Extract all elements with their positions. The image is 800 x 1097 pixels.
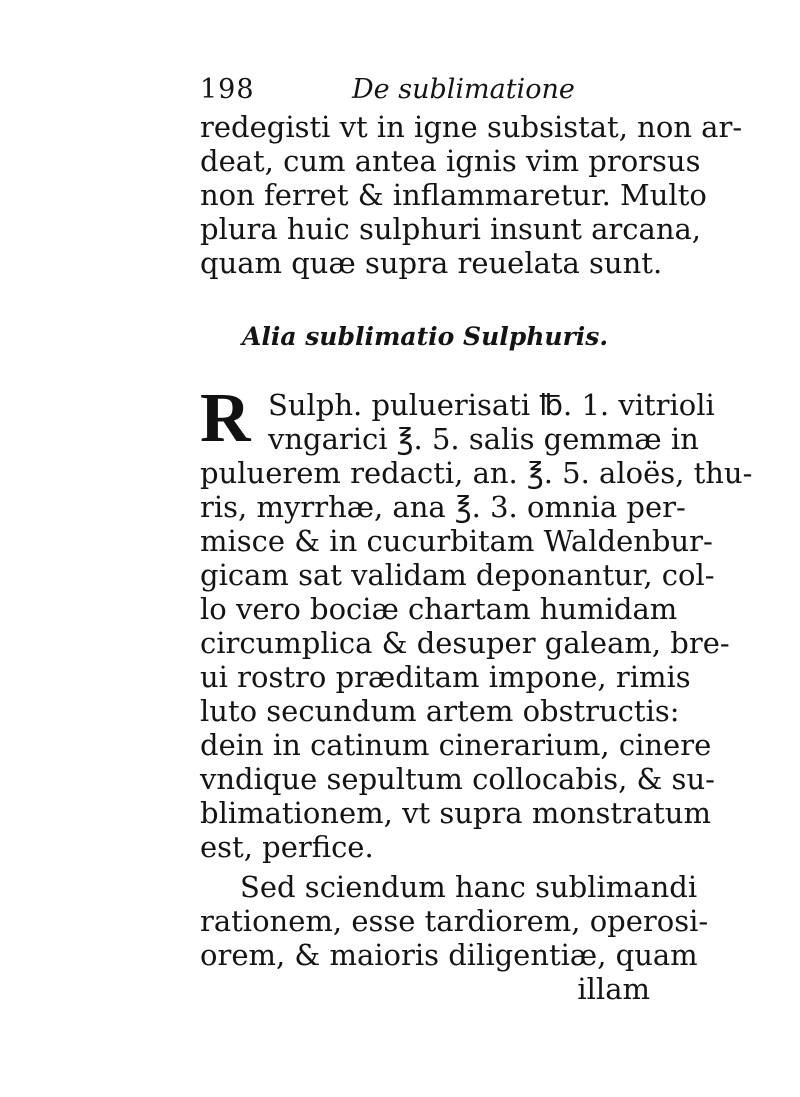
paragraph-3 bbox=[200, 870, 709, 1006]
text-line: non ferret & inflammaretur. Multo bbox=[200, 178, 707, 212]
text-line: gicam sat validam deponantur, col- bbox=[200, 558, 715, 592]
text-line: lo vero bociæ chartam humidam bbox=[200, 592, 678, 626]
text-line: circumplica & desuper galeam, bre- bbox=[200, 626, 730, 660]
text-line: vndique sepultum collocabis, & su- bbox=[200, 762, 715, 796]
text-line: plura huic sulphuri insunt arcana, bbox=[200, 212, 702, 246]
text-line: Sulph. puluerisati ℔. 1. vitrioli bbox=[268, 388, 715, 422]
text-line: blimationem, vt supra monstratum bbox=[200, 796, 711, 830]
text-line: Sed sciendum hanc sublimandi bbox=[240, 870, 698, 904]
text-line: ris, myrrhæ, ana ℥. 3. omnia per- bbox=[200, 490, 686, 524]
text-line: vngarici ℥. 5. salis gemmæ in bbox=[268, 422, 699, 456]
paragraph-1 bbox=[200, 110, 743, 280]
page-header bbox=[200, 70, 650, 110]
text-line: puluerem redacti, an. ℥. 5. aloës, thu- bbox=[200, 456, 753, 490]
text-line: dein in catinum cinerarium, cinere bbox=[200, 728, 712, 762]
text-line: est, perfice. bbox=[200, 830, 374, 864]
text-line: orem, & maioris diligentiæ, quam bbox=[200, 938, 698, 972]
text-line: misce & in cucurbitam Waldenbur- bbox=[200, 524, 713, 558]
text-line: quam quæ supra reuelata sunt. bbox=[200, 246, 663, 280]
text-line: rationem, esse tardiorem, operosi- bbox=[200, 904, 709, 938]
recipe-paragraph bbox=[200, 380, 753, 864]
section-heading: Alia sublimatio Sulphuris. bbox=[241, 322, 609, 351]
text-line: deat, cum antea ignis vim prorsus bbox=[200, 144, 701, 178]
running-title: De sublimatione bbox=[352, 74, 575, 105]
recipe-initial: R bbox=[200, 380, 251, 457]
page-number: 198 bbox=[200, 74, 255, 105]
catchword: illam bbox=[577, 972, 650, 1006]
text-line: ui rostro præditam impone, rimis bbox=[200, 660, 691, 694]
text-line: redegisti vt in igne subsistat, non ar- bbox=[200, 110, 743, 144]
text-line: luto secundum artem obstructis: bbox=[200, 694, 680, 728]
